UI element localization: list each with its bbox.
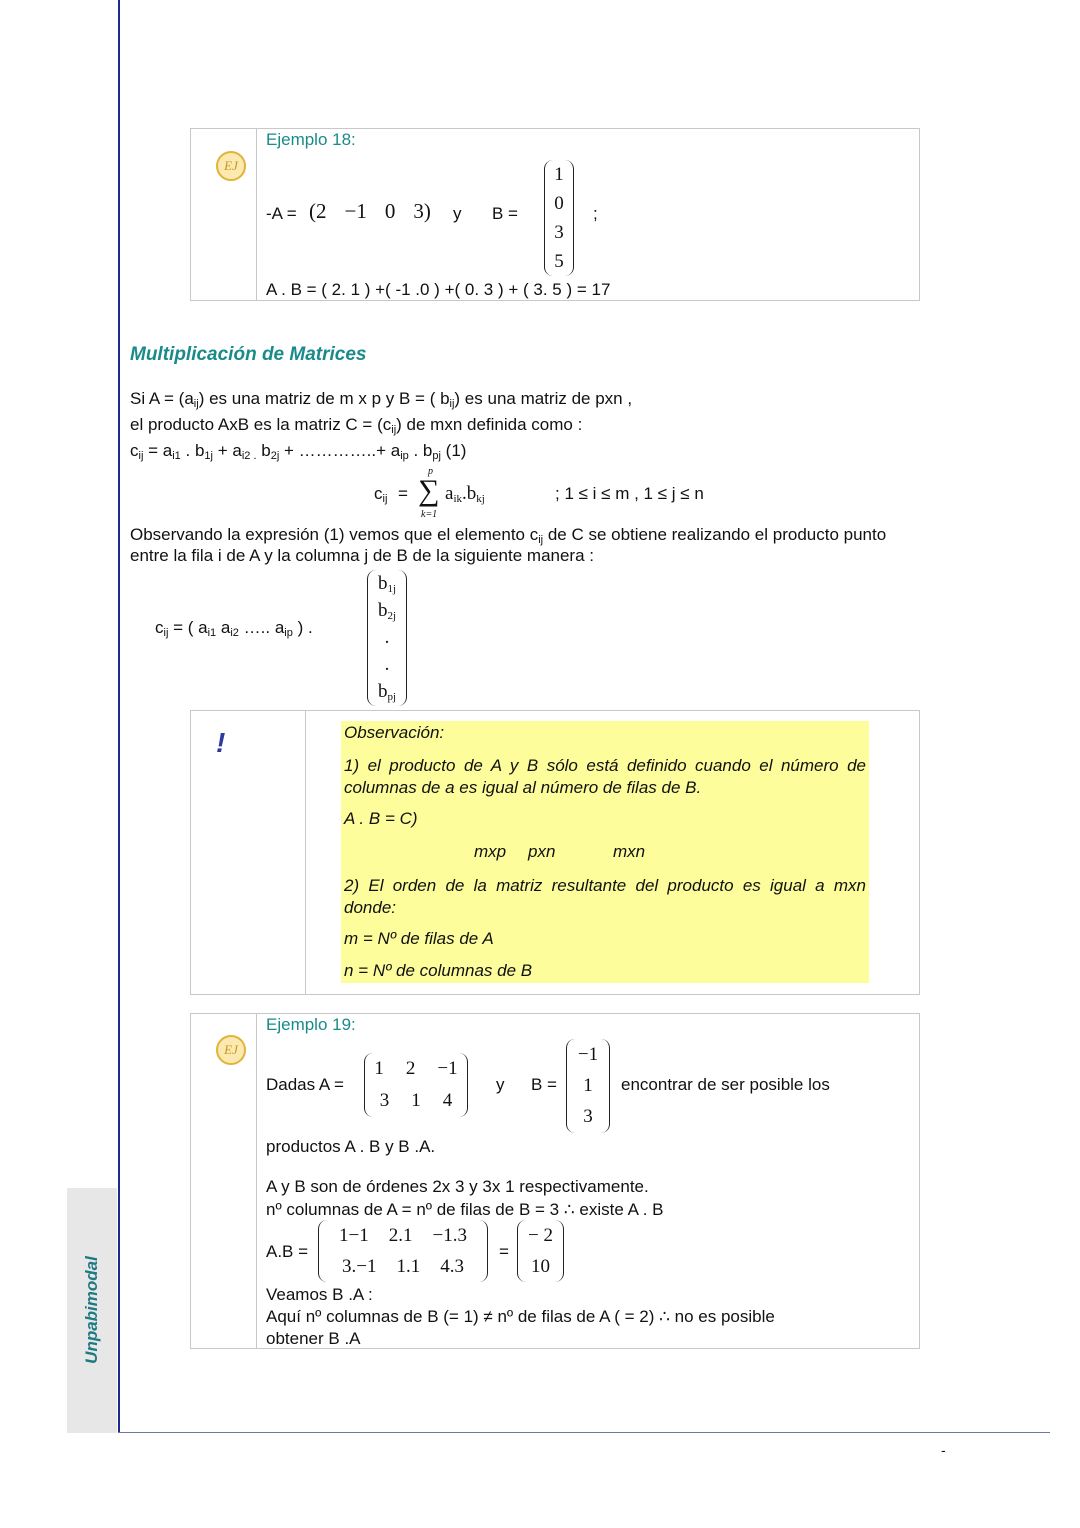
column-entry: $b_{1j}$ bbox=[377, 572, 397, 595]
sidebar-label: Unpabimodal bbox=[82, 1256, 101, 1364]
example-18-result: A . B = ( 2. 1 ) +( -1 .0 ) +( 0. 3 ) + ( 3. 5 ) = 17 bbox=[266, 280, 611, 299]
matrix-row: 3.−1 1.1 4.3 bbox=[342, 1255, 464, 1277]
paragraph-line-2: entre la fila i de A y la columna j de B de la siguiente manera : bbox=[130, 546, 594, 565]
dimension-a: mxp bbox=[474, 842, 507, 861]
example-19-obtener: obtener B .A bbox=[266, 1329, 361, 1348]
matrix-a bbox=[364, 1053, 468, 1117]
example-19-aqui: Aquí nº columnas de B (= 1) ≠ nº de filas de A ( = 2) ∴ no es posible bbox=[266, 1307, 775, 1326]
example-19-veamos: Veamos B .A : bbox=[266, 1285, 373, 1304]
medal-icon: EJ bbox=[216, 1035, 246, 1065]
example-19-dadas: Dadas A = bbox=[266, 1075, 344, 1094]
observation-divider bbox=[305, 711, 306, 994]
margin-line bbox=[118, 0, 120, 1433]
dimension-c: mxn bbox=[613, 842, 646, 861]
definition-line-1: Si $A = (a_{ij})$ es una matriz de m x p y B = ( $b_{ij}$) es una matriz de pxn , bbox=[130, 389, 633, 410]
section-title: Multiplicación de Matrices bbox=[130, 344, 367, 365]
ab-expression-matrix bbox=[318, 1220, 488, 1282]
vector-entry: 0 bbox=[384, 199, 396, 223]
column-entry: $b_{2j}$ bbox=[377, 599, 397, 622]
vector-entry: 5 bbox=[554, 250, 564, 272]
column-entry: . bbox=[384, 626, 390, 648]
observation-highlight bbox=[341, 721, 869, 983]
example-19-find: encontrar de ser posible los bbox=[621, 1075, 830, 1094]
sum-lower-limit: k=1 bbox=[421, 509, 438, 520]
example-18-title: Ejemplo 18: bbox=[266, 130, 356, 149]
vector-entry: 3 bbox=[554, 221, 564, 243]
example-18-row-vector bbox=[309, 199, 431, 224]
formula-equals: = bbox=[398, 484, 408, 503]
matrix-row: 3 1 4 bbox=[379, 1090, 453, 1111]
formula-condition: ; 1 ≤ i ≤ m , 1 ≤ j ≤ n bbox=[555, 484, 704, 503]
vector-entry: −1 bbox=[344, 199, 367, 223]
observation-equation: A . B = C) bbox=[344, 809, 418, 828]
formula-term: $a_{ik}.b_{kj}$ bbox=[445, 483, 485, 505]
vector-entry: (2 bbox=[309, 199, 327, 223]
formula-lhs: $c_{ij}$ bbox=[374, 484, 388, 505]
example-18-column-vector bbox=[544, 160, 574, 276]
example-18-y: y bbox=[453, 204, 462, 223]
example-18-b-label: B = bbox=[492, 204, 518, 223]
matrix-row: 1 2 −1 bbox=[374, 1058, 458, 1079]
example-19-divider bbox=[256, 1014, 257, 1348]
matrix-row: 1−1 2.1 −1.3 bbox=[339, 1224, 467, 1246]
example-19-y: y bbox=[496, 1075, 505, 1094]
example-18-divider bbox=[256, 129, 257, 300]
column-entry: $b_{pj}$ bbox=[377, 681, 397, 704]
definition-line-3: $c_{ij} = a_{i1}$ . $b_{1j} + a_{i2 .}$ $b_{2j}$ + …………..+ $a_{ip}$ . $b_{pj}$ (1) bbox=[130, 441, 467, 462]
example-19-b-label: B = bbox=[531, 1075, 557, 1094]
vector-entry: 1 bbox=[554, 163, 564, 185]
example-18-semicolon: ; bbox=[593, 204, 598, 223]
n-definition: n = Nº de columnas de B bbox=[344, 961, 533, 980]
matrix-b: −1 1 3 bbox=[566, 1039, 610, 1133]
ab-label: A.B = bbox=[266, 1242, 309, 1261]
vector-entry: 0 bbox=[554, 192, 564, 214]
example-19-title: Ejemplo 19: bbox=[266, 1015, 356, 1034]
observation-point-1: 1) el producto de A y B sólo está definido cuando el número de columnas de a es igual al número de filas de B. bbox=[344, 756, 866, 797]
footer-line bbox=[118, 1432, 1050, 1433]
observation-point-2: 2) El orden de la matriz resultante del producto es igual a mxn donde: bbox=[344, 876, 866, 917]
observation-title: Observación: bbox=[344, 723, 445, 742]
example-19-productos: productos A . B y B .A. bbox=[266, 1137, 436, 1156]
vector-entry: 3) bbox=[413, 199, 431, 223]
dot-product-row: $c_{ij}$ = ( $a_{i1}$ $a_{i2}$ ….. $a_{ip}$ ) . bbox=[155, 618, 313, 639]
exclamation-icon: ! bbox=[216, 727, 226, 758]
definition-line-2: el producto AxB es la matriz $C = (c_{ij})$ de mxn definida como : bbox=[130, 415, 583, 436]
example-19-orders: A y B son de órdenes 2x 3 y 3x 1 respectivamente. bbox=[266, 1177, 649, 1196]
sum-sign: ∑ bbox=[418, 474, 440, 507]
m-definition: m = Nº de filas de A bbox=[344, 929, 494, 948]
ab-result-matrix: − 2 10 bbox=[517, 1220, 564, 1282]
example-18-a-label: -A = bbox=[266, 204, 297, 223]
dot-product-column bbox=[367, 570, 407, 706]
footer-mark: - bbox=[941, 1442, 946, 1458]
ab-equals: = bbox=[499, 1242, 509, 1261]
dimension-b: pxn bbox=[528, 842, 556, 861]
example-19-columns: nº columnas de A = nº de filas de B = 3 ∴ existe A . B bbox=[266, 1200, 664, 1219]
medal-icon: EJ bbox=[216, 151, 246, 181]
sum-upper-limit: p bbox=[428, 466, 433, 477]
paragraph-line-1: Observando la expresión (1) vemos que el elemento $c_{ij}$ de C se obtiene realizando el producto punto bbox=[130, 525, 887, 546]
column-entry: . bbox=[384, 654, 390, 676]
